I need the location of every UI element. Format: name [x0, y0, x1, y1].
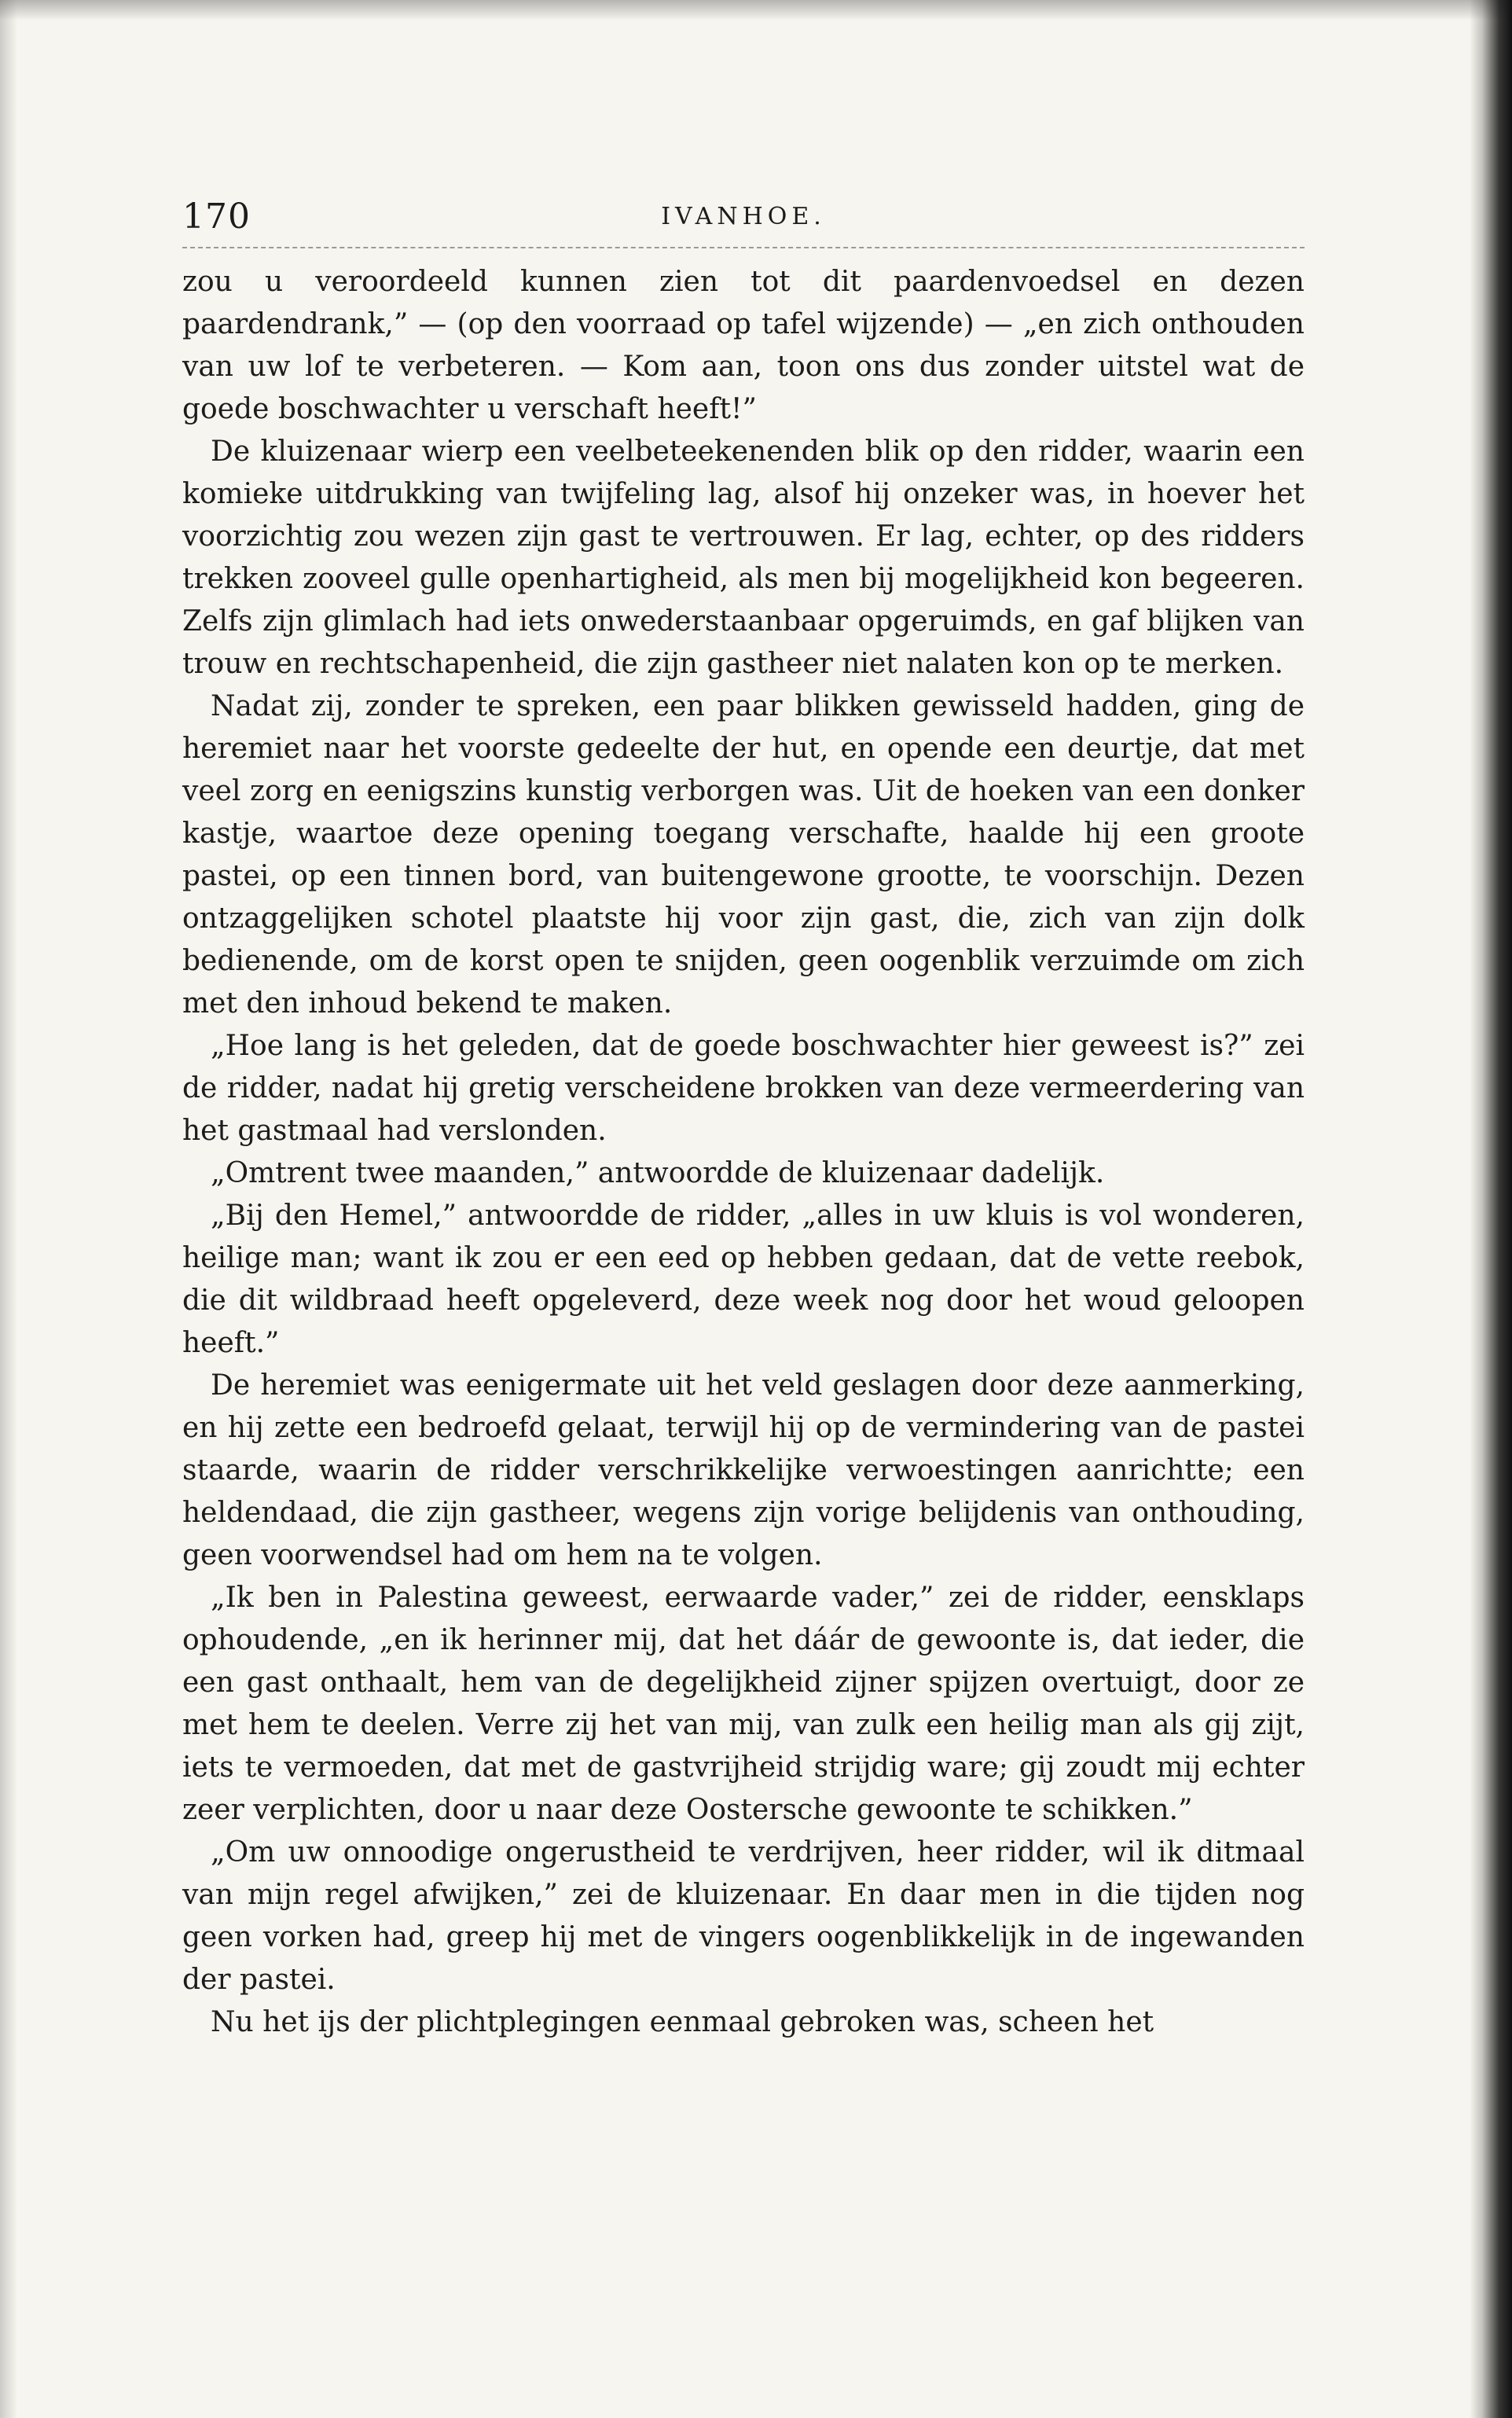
body-text	[182, 261, 1305, 2044]
paragraph-9: „Om uw onnoodige ongerustheid te verdrijven, heer ridder, wil ik ditmaal van mijn regel afwijken,” zei de kluizenaar. En daar men in die tijden nog geen vorken had, greep hij met de vingers oogenblikkelijk in de ingewanden der pastei.	[182, 1836, 1305, 1996]
page-number: 170	[182, 197, 251, 237]
scan-shadow-left	[0, 0, 17, 2418]
paragraph-5: „Omtrent twee maanden,” antwoordde de kluizenaar dadelijk.	[211, 1157, 1105, 1189]
paragraph-2: De kluizenaar wierp een veelbeteekenenden blik op den ridder, waarin een komieke uitdrukking van twijfeling lag, alsof hij onzeker was, in hoever het voorzichtig zou wezen zijn gast te vertrouwen. Er lag, echter, op des ridders trekken zooveel gulle openhartigheid, als men bij mogelijkheid kon begeeren. Zelfs zijn glimlach had iets onwederstaanbaar opgeruimds, en gaf blijken van trouw en rechtschapenheid, die zijn gastheer niet nalaten kon op te merken.	[182, 435, 1305, 680]
running-title: IVANHOE.	[661, 203, 826, 230]
book-page	[182, 197, 1305, 2044]
paragraph-8: „Ik ben in Palestina geweest, eerwaarde vader,” zei de ridder, eensklaps ophoudende, „en ik herinner mij, dat het dáár de gewoonte is, dat ieder, die een gast onthaalt, hem van de degelijkheid zijner spijzen overtuigt, door ze met hem te deelen. Verre zij het van mij, van zulk een heilig man als gij zijt, iets te vermoeden, dat met de gastvrijheid strijdig ware; gij zoudt mij echter zeer verplichten, door u naar deze Oostersche gewoonte te schikken.”	[182, 1582, 1305, 1826]
page-header	[182, 197, 1305, 248]
scan-binding-edge	[1470, 0, 1512, 2418]
paragraph-10: Nu het ijs der plichtplegingen eenmaal gebroken was, scheen het	[211, 2006, 1154, 2038]
scan-shadow-top	[0, 0, 1512, 20]
paragraph-3: Nadat zij, zonder te spreken, een paar blikken gewisseld hadden, ging de heremiet naar het voorste gedeelte der hut, en opende een deurtje, dat met veel zorg en eenigszins kunstig verborgen was. Uit de hoeken van een donker kastje, waartoe deze opening toegang verschafte, haalde hij een groote pastei, op een tinnen bord, van buitengewone grootte, te voorschijn. Dezen ontzaggelijken schotel plaatste hij voor zijn gast, die, zich van zijn dolk bedienende, om de korst open te snijden, geen oogenblik verzuimde om zich met den inhoud bekend te maken.	[182, 690, 1305, 1020]
paragraph-4: „Hoe lang is het geleden, dat de goede boschwachter hier geweest is?” zei de ridder, nadat hij gretig verscheidene brokken van deze vermeerdering van het gastmaal had verslonden.	[182, 1030, 1305, 1147]
paragraph-6: „Bij den Hemel,” antwoordde de ridder, „alles in uw kluis is vol wonderen, heilige man; want ik zou er een eed op hebben gedaan, dat de vette reebok, die dit wildbraad heeft opgeleverd, deze week nog door het woud geloopen heeft.”	[182, 1200, 1305, 1359]
paragraph-1: zou u veroordeeld kunnen zien tot dit paardenvoedsel en dezen paardendrank,” — (op den voorraad op tafel wijzende) — „en zich onthouden van uw lof te verbeteren. — Kom aan, toon ons dus zonder uitstel wat de goede boschwachter u verschaft heeft!”	[182, 266, 1305, 425]
paragraph-7: De heremiet was eenigermate uit het veld geslagen door deze aanmerking, en hij zette een bedroefd gelaat, terwijl hij op de vermindering van de pastei staarde, waarin de ridder verschrikkelijke verwoestingen aanrichtte; een heldendaad, die zijn gastheer, wegens zijn vorige belijdenis van onthouding, geen voorwendsel had om hem na te volgen.	[182, 1369, 1305, 1571]
